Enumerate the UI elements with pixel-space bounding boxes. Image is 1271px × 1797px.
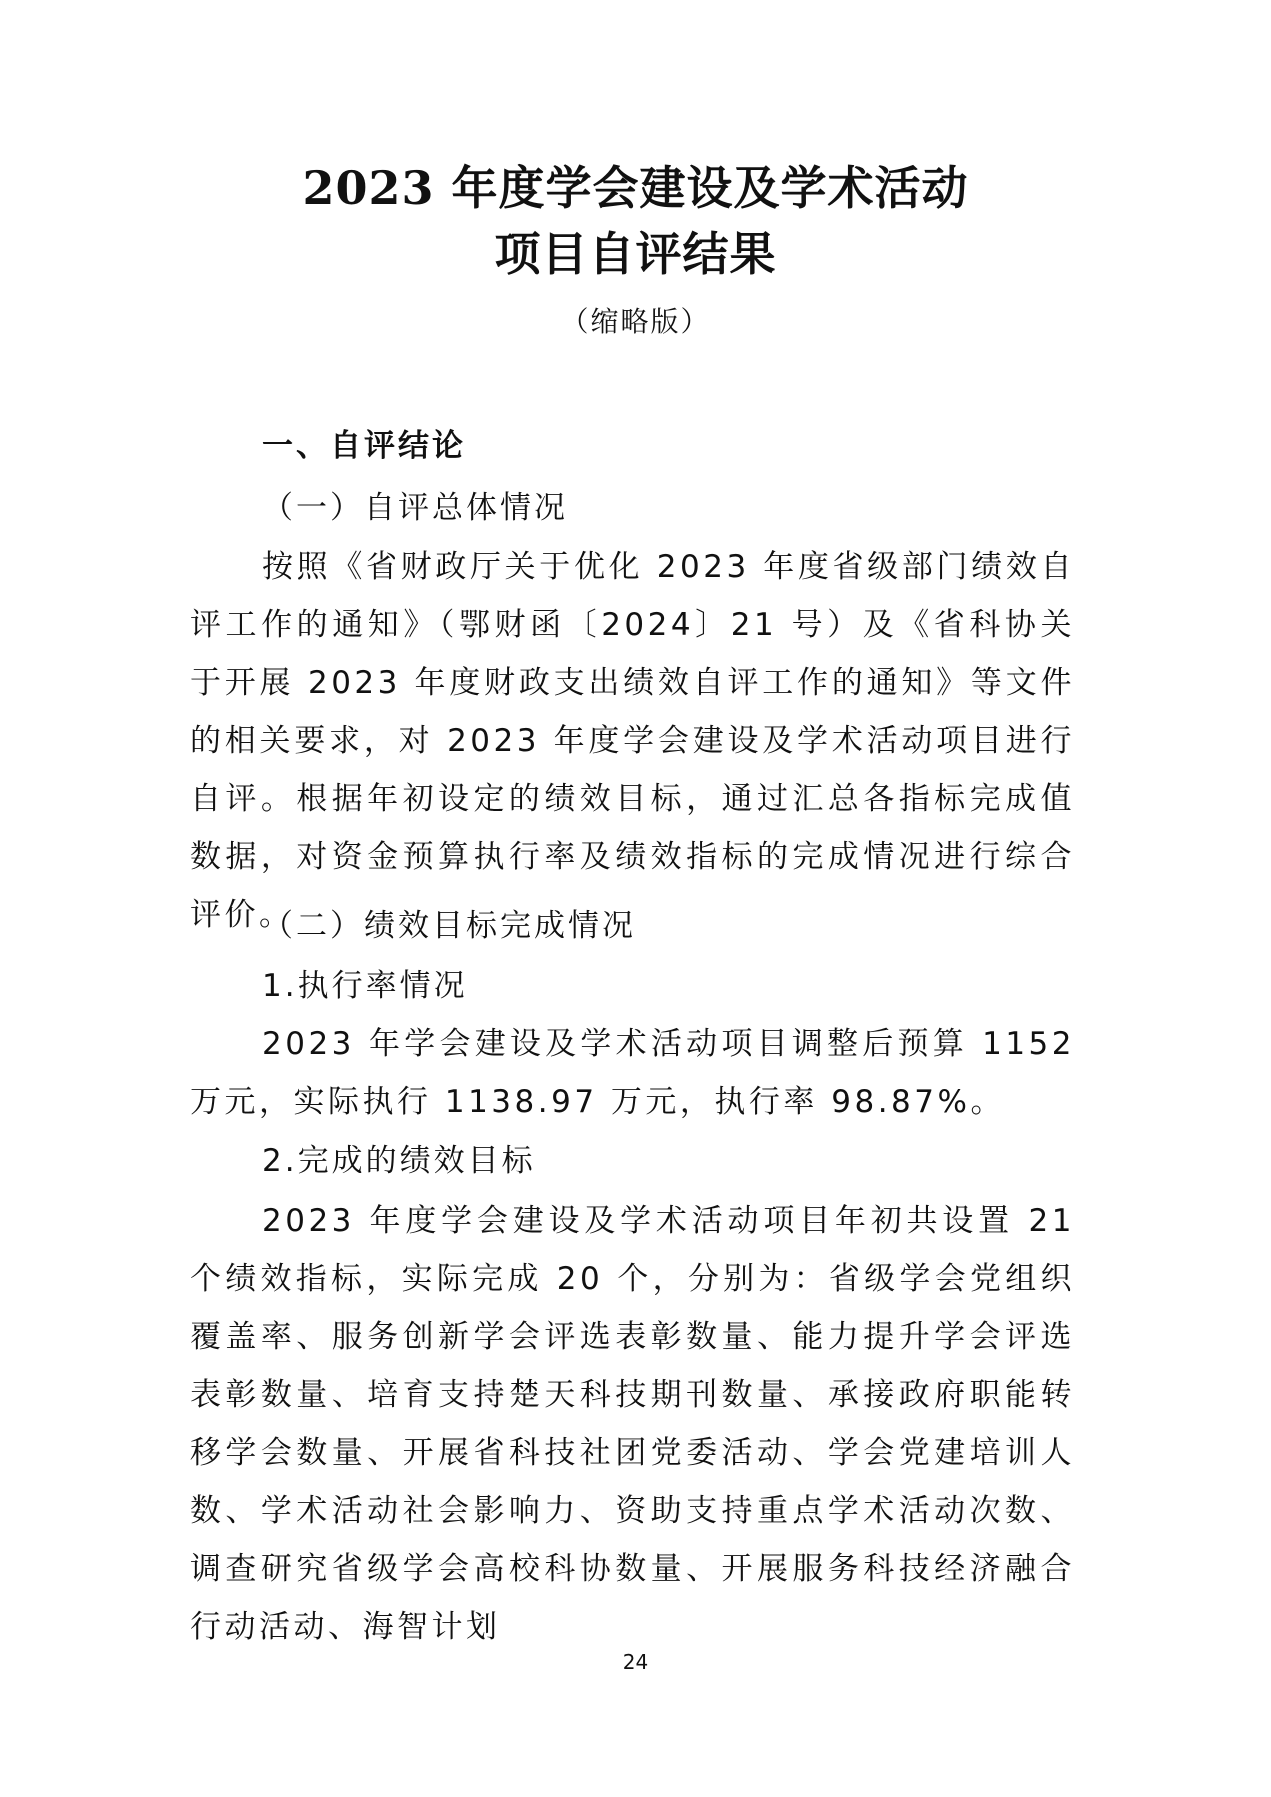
paragraph-completed-targets: 2023 年度学会建设及学术活动项目年初共设置 21 个绩效指标，实际完成 20 个，分别为：省级学会党组织覆盖率、服务创新学会评选表彰数量、能力提升学会评选表彰数量、培育支持楚天科技期刊数量、承接政府职能转移学会数量、开展省科技社团党委活动、学会党建培训人数、学术活动社会影响力、资助支持重点学术活动次数、调查研究省级学会高校科协数量、开展服务科技经济融合行动活动、海智计划	[190, 1203, 1075, 1645]
document-title-line2: 项目自评结果	[494, 227, 777, 281]
paragraph-execution-rate: 2023 年学会建设及学术活动项目调整后预算 1152 万元，实际执行 1138.97 万元，执行率 98.87%。	[190, 1026, 1075, 1120]
page-number: 24	[622, 1650, 649, 1674]
subsection-heading-targets: （二）绩效目标完成情况	[262, 908, 636, 944]
item-heading-execution-rate: 1.执行率情况	[262, 968, 468, 1004]
section-heading-self-evaluation: 一、自评结论	[262, 428, 466, 464]
document-subtitle: （缩略版）	[560, 305, 711, 338]
subsection-heading-overall: （一）自评总体情况	[262, 490, 568, 526]
item-heading-completed-targets: 2.完成的绩效目标	[262, 1143, 536, 1179]
paragraph-overall: 按照《省财政厅关于优化 2023 年度省级部门绩效自评工作的通知》（鄂财函〔2024〕21 号）及《省科协关于开展 2023 年度财政支出绩效自评工作的通知》等文件的相关要求，对 2023 年度学会建设及学术活动项目进行自评。根据年初设定的绩效目标，通过汇总各指标完成值数据，对资金预算执行率及绩效指标的完成情况进行综合评价。	[190, 549, 1075, 933]
document-title-line1: 2023 年度学会建设及学术活动	[302, 161, 969, 215]
